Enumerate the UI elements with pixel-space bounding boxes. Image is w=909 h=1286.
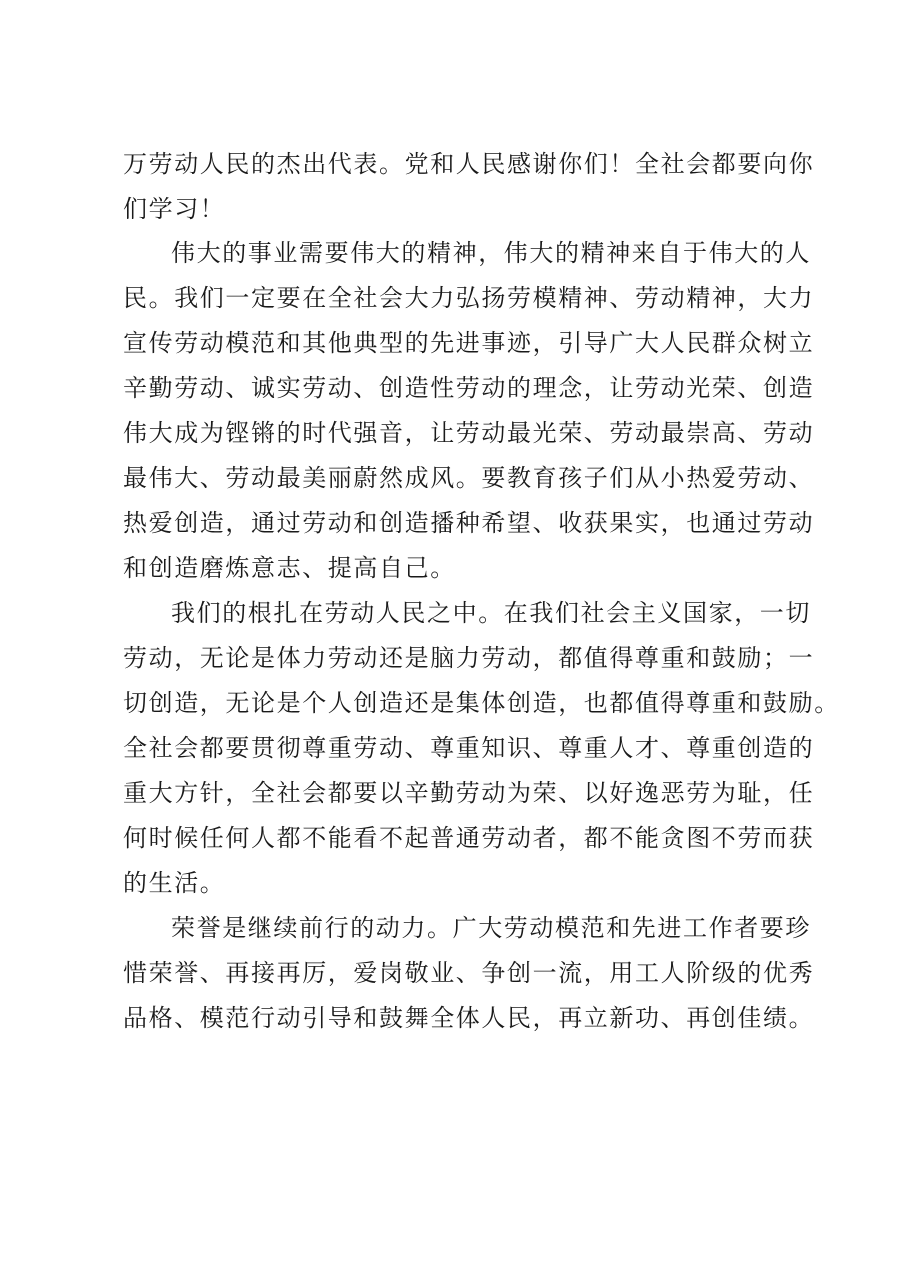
text-line: 民。我们一定要在全社会大力弘扬劳模精神、劳动精神，大力 xyxy=(123,284,815,312)
text-line: 们学习！ xyxy=(123,195,226,223)
text-line: 的生活。 xyxy=(123,869,226,897)
text-line: 万劳动人民的杰出代表。党和人民感谢你们！全社会都要向你 xyxy=(123,150,815,178)
text-line: 和创造磨炼意志、提高自己。 xyxy=(123,554,456,582)
text-line: 劳动，无论是体力劳动还是脑力劳动，都值得尊重和鼓励；一 xyxy=(123,644,815,672)
paragraph-start-line: 荣誉是继续前行的动力。广大劳动模范和先进工作者要珍 xyxy=(171,914,811,942)
text-line: 辛勤劳动、诚实劳动、创造性劳动的理念，让劳动光荣、创造 xyxy=(123,374,815,402)
text-line: 宣传劳动模范和其他典型的先进事迹，引导广大人民群众树立 xyxy=(123,329,815,357)
text-line: 品格、模范行动引导和鼓舞全体人民，再立新功、再创佳绩。 xyxy=(123,1004,815,1032)
text-line: 热爱创造，通过劳动和创造播种希望、收获果实，也通过劳动 xyxy=(123,509,815,537)
paragraph-start-line: 我们的根扎在劳动人民之中。在我们社会主义国家，一切 xyxy=(171,599,811,627)
text-line: 伟大成为铿锵的时代强音，让劳动最光荣、劳动最崇高、劳动 xyxy=(123,419,815,447)
text-line: 全社会都要贯彻尊重劳动、尊重知识、尊重人才、尊重创造的 xyxy=(123,734,815,762)
text-line: 重大方针，全社会都要以辛勤劳动为荣、以好逸恶劳为耻，任 xyxy=(123,779,815,807)
text-line: 切创造，无论是个人创造还是集体创造，也都值得尊重和鼓励。 xyxy=(123,689,840,717)
text-line: 惜荣誉、再接再厉，爱岗敬业、争创一流，用工人阶级的优秀 xyxy=(123,959,815,987)
paragraph-start-line: 伟大的事业需要伟大的精神，伟大的精神来自于伟大的人 xyxy=(171,239,811,267)
text-line: 何时候任何人都不能看不起普通劳动者，都不能贪图不劳而获 xyxy=(123,824,815,852)
text-line: 最伟大、劳动最美丽蔚然成风。要教育孩子们从小热爱劳动、 xyxy=(123,464,815,492)
